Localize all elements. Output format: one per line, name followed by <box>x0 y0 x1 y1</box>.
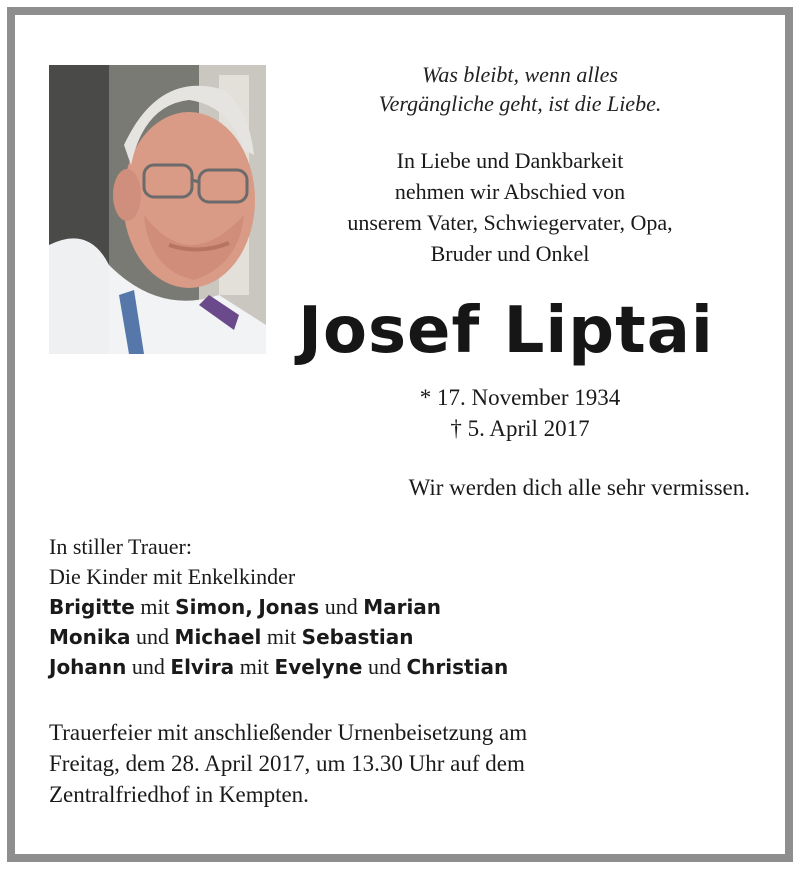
quote-line: Vergängliche geht, ist die Liebe. <box>378 91 662 116</box>
family-name: Johann <box>49 655 127 679</box>
birth-date: * 17. November 1934 <box>419 385 621 410</box>
service-details <box>49 717 749 810</box>
family-name: Christian <box>406 655 509 679</box>
family-list <box>49 562 508 682</box>
family-line <box>49 622 508 652</box>
farewell-intro <box>270 145 750 269</box>
family-name: Marian <box>363 595 442 619</box>
family-connector: mit <box>261 624 302 649</box>
intro-line: In Liebe und Dankbarkeit <box>396 148 624 173</box>
life-dates <box>300 382 740 444</box>
family-name: Jonas <box>258 595 320 619</box>
deceased-name: Josef Liptai <box>298 294 714 368</box>
family-name: Brigitte <box>49 595 135 619</box>
intro-line: Bruder und Onkel <box>430 241 590 266</box>
family-name: Sebastian <box>301 625 414 649</box>
intro-line: unserem Vater, Schwiegervater, Opa, <box>347 210 673 235</box>
family-connector: mit <box>234 654 275 679</box>
intro-line: nehmen wir Abschied von <box>394 179 626 204</box>
portrait-photo <box>49 65 266 354</box>
family-name: Evelyne <box>274 655 363 679</box>
mourning-heading-text: In stiller Trauer: <box>49 534 192 559</box>
family-connector: und <box>126 654 171 679</box>
family-connector: und <box>362 654 407 679</box>
service-line: Freitag, dem 28. April 2017, um 13.30 Uhr auf dem <box>49 751 525 776</box>
miss-message: Wir werden dich alle sehr vermissen. <box>408 475 750 500</box>
family-line <box>49 592 508 622</box>
family-connector: und <box>130 624 175 649</box>
service-line: Trauerfeier mit anschließender Urnenbeisetzung am <box>49 720 528 745</box>
memorial-quote <box>290 60 750 118</box>
family-intro: Die Kinder mit Enkelkinder <box>49 564 296 589</box>
quote-line: Was bleibt, wenn alles <box>422 62 618 87</box>
mourning-heading <box>49 532 192 562</box>
family-connector: und <box>319 594 364 619</box>
death-date: † 5. April 2017 <box>450 416 590 441</box>
service-line: Zentralfriedhof in Kempten. <box>49 782 309 807</box>
family-line <box>49 652 508 682</box>
family-name: Monika <box>49 625 131 649</box>
family-name: Michael <box>174 625 262 649</box>
family-name: Simon, <box>175 595 253 619</box>
family-connector: mit <box>134 594 176 619</box>
family-name: Elvira <box>170 655 235 679</box>
